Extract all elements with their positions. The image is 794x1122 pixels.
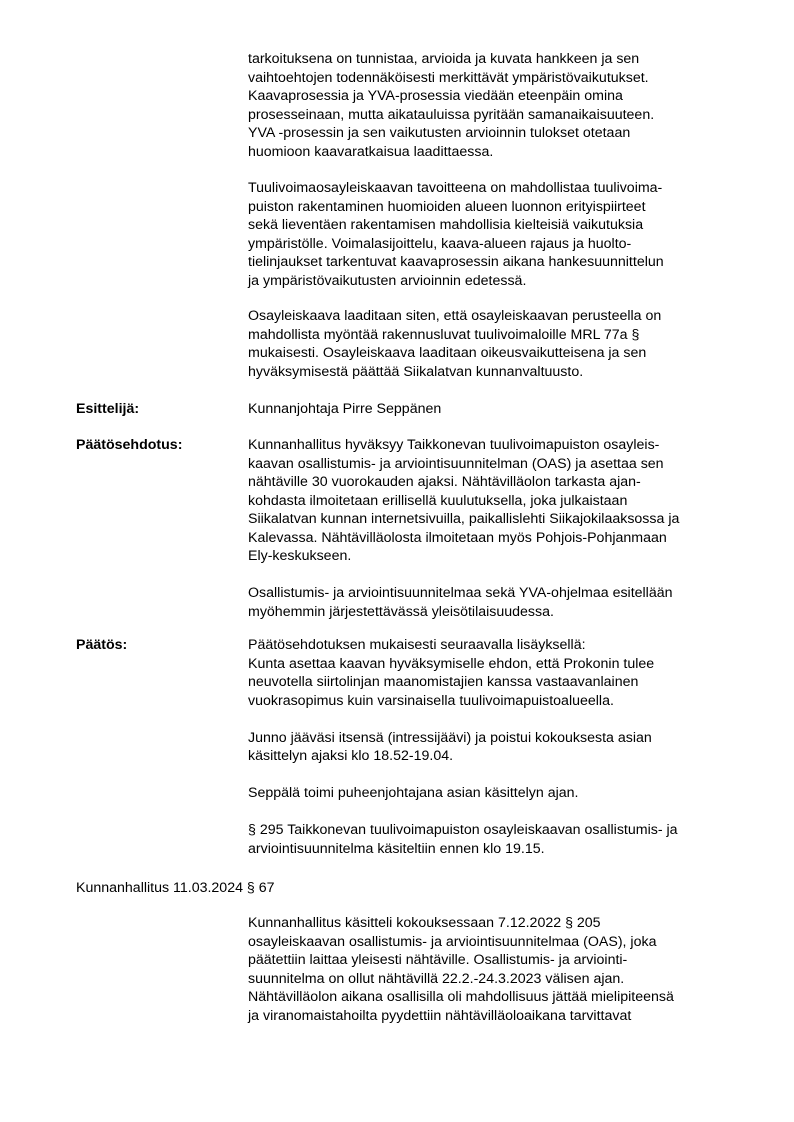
text-line: myöhemmin järjestettävässä yleisötilaisuudessa. <box>248 603 554 620</box>
text-line: Päätösehdotuksen mukaisesti seuraavalla lisäyksellä: <box>248 637 586 653</box>
meeting-header: Kunnanhallitus 11.03.2024 § 67 <box>76 880 275 896</box>
decision-body <box>248 636 748 858</box>
presenter-value <box>248 400 748 419</box>
text-line: suunnitelma on ollut nähtävillä 22.2.-24.3.2023 välisen ajan. <box>248 970 625 987</box>
presenter-label: Esittelijä: <box>76 401 140 417</box>
text-line: hyväksymisestä päättää Siikalatvan kunnanvaltuusto. <box>248 363 584 380</box>
proposal-body <box>248 436 748 621</box>
text-line: ja ympäristövaikutusten arvioinnin edetessä. <box>248 272 527 289</box>
text-line: huomioon kaavaratkaisua laadittaessa. <box>248 143 494 160</box>
text-line: Siikalatvan kunnan internetsivuilla, paikallislehti Siikajokilaaksossa ja <box>248 511 680 527</box>
text-line: § 295 Taikkonevan tuulivoimapuiston osayleiskaavan osallistumis- ja <box>248 822 678 838</box>
text-line: Ely-keskukseen. <box>248 548 352 564</box>
text-line: Kunnanjohtaja Pirre Seppänen <box>248 401 442 417</box>
text-line: prosesseinaan, mutta aikatauluissa pyritään samanaikaisuuteen. <box>248 106 655 123</box>
decision-paragraph-4 <box>248 821 748 858</box>
text-line: arviointisuunnitelma käsiteltiin ennen klo 19.15. <box>248 840 545 857</box>
text-line: ympäristölle. Voimalasijoittelu, kaava-alueen rajaus ja huolto- <box>248 235 632 252</box>
decision-paragraph-1 <box>248 636 748 710</box>
final-paragraph <box>248 914 748 1025</box>
text-line: vuokrasopimus kuin varsinaisella tuulivoimapuistoalueella. <box>248 692 614 709</box>
text-line: Seppälä toimi puheenjohtajana asian käsittelyn ajan. <box>248 785 579 801</box>
intro-paragraph-3 <box>248 307 748 381</box>
text-line: Kunta asettaa kaavan hyväksymiselle ehdon, että Prokonin tulee <box>248 655 655 672</box>
text-line: sekä lieventäen rakentamisen mahdollisia kielteisiä vaikutuksia <box>248 217 644 233</box>
text-line: Nähtävilläolon aikana osallisilla oli mahdollisuus jättää mielipiteensä <box>248 989 674 1005</box>
proposal-paragraph-1 <box>248 436 748 566</box>
text-line: Tuulivoimaosayleiskaavan tavoitteena on mahdollistaa tuulivoima- <box>248 180 663 196</box>
intro-paragraph-1 <box>248 50 748 161</box>
text-line: käsittelyn ajaksi klo 18.52-19.04. <box>248 748 454 764</box>
text-line: Kalevassa. Nähtävilläolosta ilmoitetaan myös Pohjois-Pohjanmaan <box>248 529 667 546</box>
text-line: osayleiskaavan osallistumis- ja arviointisuunnitelmaa (OAS), joka <box>248 933 657 950</box>
text-line: puiston rakentaminen huomioiden alueen luonnon erityispiirteet <box>248 198 646 215</box>
text-line: neuvotella siirtolinjan maanomistajien kanssa vastaavanlainen <box>248 674 639 690</box>
text-line: Junno jääväsi itsensä (intressijäävi) ja poistui kokouksesta asian <box>248 729 652 746</box>
proposal-paragraph-2 <box>248 584 748 621</box>
text-line: tielinjaukset tarkentuvat kaavaprosessin aikana hankesuunnittelun <box>248 254 664 270</box>
text-line: Kunnanhallitus hyväksyy Taikkonevan tuulivoimapuiston osayleis- <box>248 437 660 453</box>
text-line: kohdasta ilmoitetaan erillisellä kuulutuksella, joka julkaistaan <box>248 492 628 509</box>
text-line: kaavan osallistumis- ja arviointisuunnitelman (OAS) ja asettaa sen <box>248 455 664 472</box>
text-line: Osayleiskaava laaditaan siten, että osayleiskaavan perusteella on <box>248 308 662 324</box>
text-line: Kaavaprosessia ja YVA-prosessia viedään eteenpäin omina <box>248 88 623 104</box>
proposal-label: Päätösehdotus: <box>76 437 183 453</box>
decision-paragraph-2 <box>248 729 748 766</box>
text-line: mukaisesti. Osayleiskaava laaditaan oikeusvaikutteisena ja sen <box>248 345 647 361</box>
text-line: päätettiin laittaa yleisesti nähtäville. Osallistumis- ja arviointi- <box>248 952 628 968</box>
text-line: Kunnanhallitus käsitteli kokouksessaan 7.12.2022 § 205 <box>248 915 601 931</box>
text-line: tarkoituksena on tunnistaa, arvioida ja kuvata hankkeen ja sen <box>248 51 640 67</box>
text-line: Osallistumis- ja arviointisuunnitelmaa sekä YVA-ohjelmaa esitellään <box>248 585 673 601</box>
text-line: mahdollista myöntää rakennusluvat tuulivoimaloille MRL 77a § <box>248 326 640 343</box>
intro-paragraph-2 <box>248 179 748 290</box>
text-line: nähtäville 30 vuorokauden ajaksi. Nähtävilläolon tarkasta ajan- <box>248 474 641 490</box>
text-line: ja viranomaistahoilta pyydettiin nähtävilläoloaikana tarvittavat <box>248 1007 632 1024</box>
decision-paragraph-3 <box>248 784 748 803</box>
text-line: vaihtoehtojen todennäköisesti merkittävät ympäristövaikutukset. <box>248 69 649 86</box>
decision-label: Päätös: <box>76 637 128 653</box>
text-line: YVA -prosessin ja sen vaikutusten arvioinnin tulokset otetaan <box>248 125 631 141</box>
